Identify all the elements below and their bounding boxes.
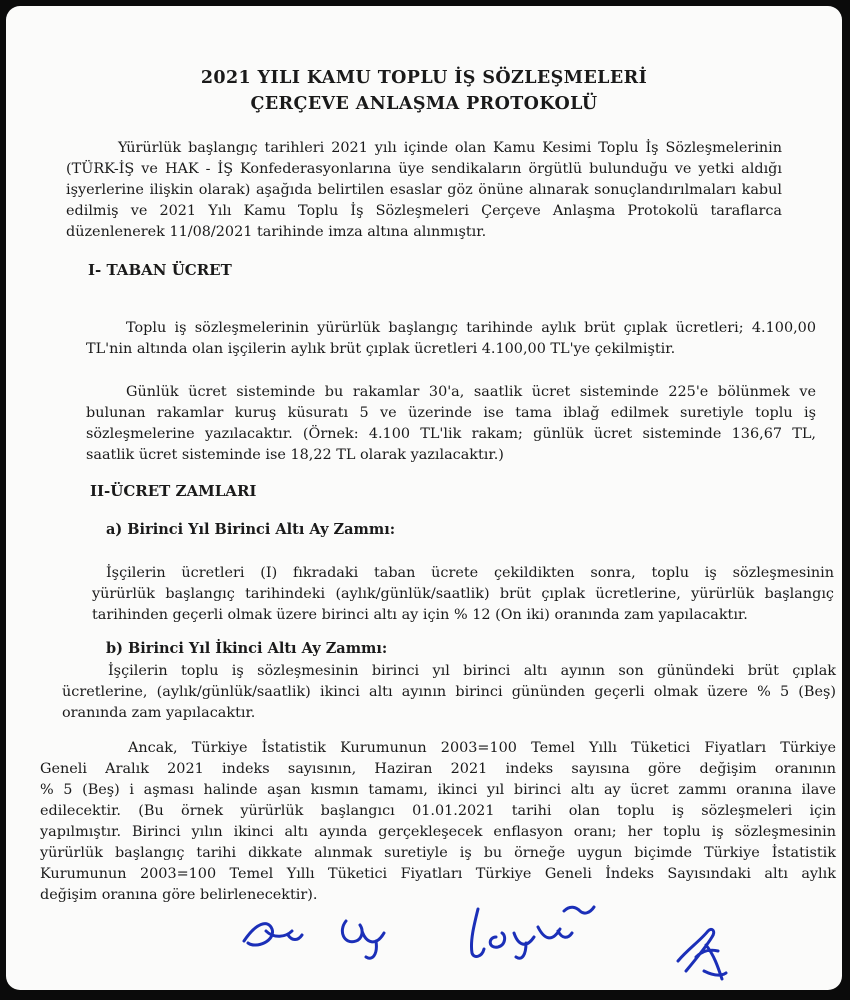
subsection-a-paragraph	[92, 563, 834, 626]
text-line: (TÜRK-İŞ ve HAK - İŞ Konfederasyonlarına üye sendikaların örgütlü bulunduğu ve yetki aldığı	[66, 161, 782, 177]
text-line: Günlük ücret sisteminde bu rakamlar 30'a, saatlik ücret sisteminde 225'e bölünmek ve	[126, 384, 816, 400]
section-heading-taban-ucret: I- TABAN ÜCRET	[88, 261, 232, 279]
text-line: ücretlerine, (aylık/günlük/saatlik) ikinci altı ayının birinci gününden geçerli olmak üzere % 5 (Beş)	[62, 684, 836, 700]
text-line: Geneli Aralık 2021 indeks sayısının, Haziran 2021 indeks sayısına göre değişim oranının	[40, 761, 836, 777]
signature-1	[244, 924, 302, 945]
text-line: TL'nin altında olan işçilerin aylık brüt çıplak ücretleri 4.100,00 TL'ye çekilmiştir.	[86, 341, 676, 357]
taban-ucret-paragraph-2	[86, 382, 816, 466]
text-line: bulunan rakamlar kuruş küsuratı 5 ve üzerinde ise tama iblağ edilmek suretiyle toplu iş	[86, 405, 816, 421]
subsection-b-paragraph	[62, 661, 836, 724]
intro-paragraph	[66, 138, 782, 243]
signatures	[226, 901, 746, 990]
text-line: Toplu iş sözleşmelerinin yürürlük başlangıç tarihinde aylık brüt çıplak ücretleri; 4.100,00	[126, 320, 816, 336]
text-line: yapılmıştır. Birinci yılın ikinci altı ayında gerçekleşecek enflasyon oranı; her toplu iş sözleşmesinin	[40, 824, 836, 840]
text-line: yürürlük başlangıç tarihindeki (aylık/günlük/saatlik) brüt çıplak ücretlerine, yürürlük başlangıç	[92, 586, 834, 602]
signature-4	[678, 929, 726, 979]
subsection-b-heading: b) Birinci Yıl İkinci Altı Ay Zammı:	[106, 640, 388, 657]
signature-3-tilde	[564, 907, 594, 913]
text-line: Ancak, Türkiye İstatistik Kurumunun 2003=100 Temel Yıllı Tüketici Fiyatları Türkiye	[128, 740, 836, 756]
title-line-1: 2021 YILI KAMU TOPLU İŞ SÖZLEŞMELERİ	[200, 68, 648, 88]
text-line: düzenlenerek 11/08/2021 tarihinde imza altına alınmıştır.	[66, 224, 487, 240]
text-line: yürürlük başlangıç tarihi dikkate alınmak suretiyle iş bu örneğe uygun biçimde Türkiye İstatistik	[40, 845, 836, 861]
subsection-b-paragraph-2	[40, 738, 836, 906]
text-line: saatlik ücret sisteminde ise 18,22 TL olarak yazılacaktır.)	[86, 447, 504, 463]
section-heading-ucret-zamlari: II-ÜCRET ZAMLARI	[90, 482, 257, 500]
text-line: işyerlerine ilişkin olarak) aşağıda belirtilen esaslar göz önüne alınarak sonuçlandırılmaları kabul	[66, 182, 782, 198]
title-line-2: ÇERÇEVE ANLAŞMA PROTOKOLÜ	[250, 94, 598, 114]
text-line: sözleşmelerine yazılacaktır. (Örnek: 4.100 TL'lik rakam; günlük ücret sisteminde 136,67 TL,	[86, 426, 816, 442]
text-line: değişim oranına göre belirlenecektir).	[40, 887, 318, 903]
subsection-a-heading: a) Birinci Yıl Birinci Altı Ay Zammı:	[106, 521, 396, 538]
text-line: Kurumunun 2003=100 Temel Yıllı Tüketici Fiyatları Türkiye Geneli İndeks Sayısındaki altı aylık	[40, 866, 836, 882]
text-line: edilecektir. (Bu örnek yürürlük başlangıcı 01.01.2021 tarihi olan toplu iş sözleşmeleri için	[40, 803, 836, 819]
signature-2	[342, 921, 384, 958]
text-line: tarihinden geçerli olmak üzere birinci altı ay için % 12 (On iki) oranında zam yapılacaktır.	[92, 607, 748, 623]
taban-ucret-paragraph-1	[86, 318, 816, 360]
signature-3	[471, 909, 572, 958]
text-line: % 5 (Beş) i aşması halinde aşan kısmın tamamı, ikinci yıl birinci altı ay ücret zammı oranına ilave	[40, 782, 836, 798]
text-line: İşçilerin ücretleri (I) fıkradaki taban ücrete çekildikten sonra, toplu iş sözleşmesinin	[106, 565, 834, 581]
text-line: İşçilerin toplu iş sözleşmesinin birinci yıl birinci altı ayının son günündeki brüt çıplak	[108, 663, 836, 679]
text-line: edilmiş ve 2021 Yılı Kamu Toplu İş Sözleşmeleri Çerçeve Anlaşma Protokolü taraflarca	[66, 203, 782, 219]
text-line: Yürürlük başlangıç tarihleri 2021 yılı içinde olan Kamu Kesimi Toplu İş Sözleşmelerinin	[118, 140, 782, 156]
text-line: oranında zam yapılacaktır.	[62, 705, 256, 721]
document-page	[6, 6, 842, 990]
